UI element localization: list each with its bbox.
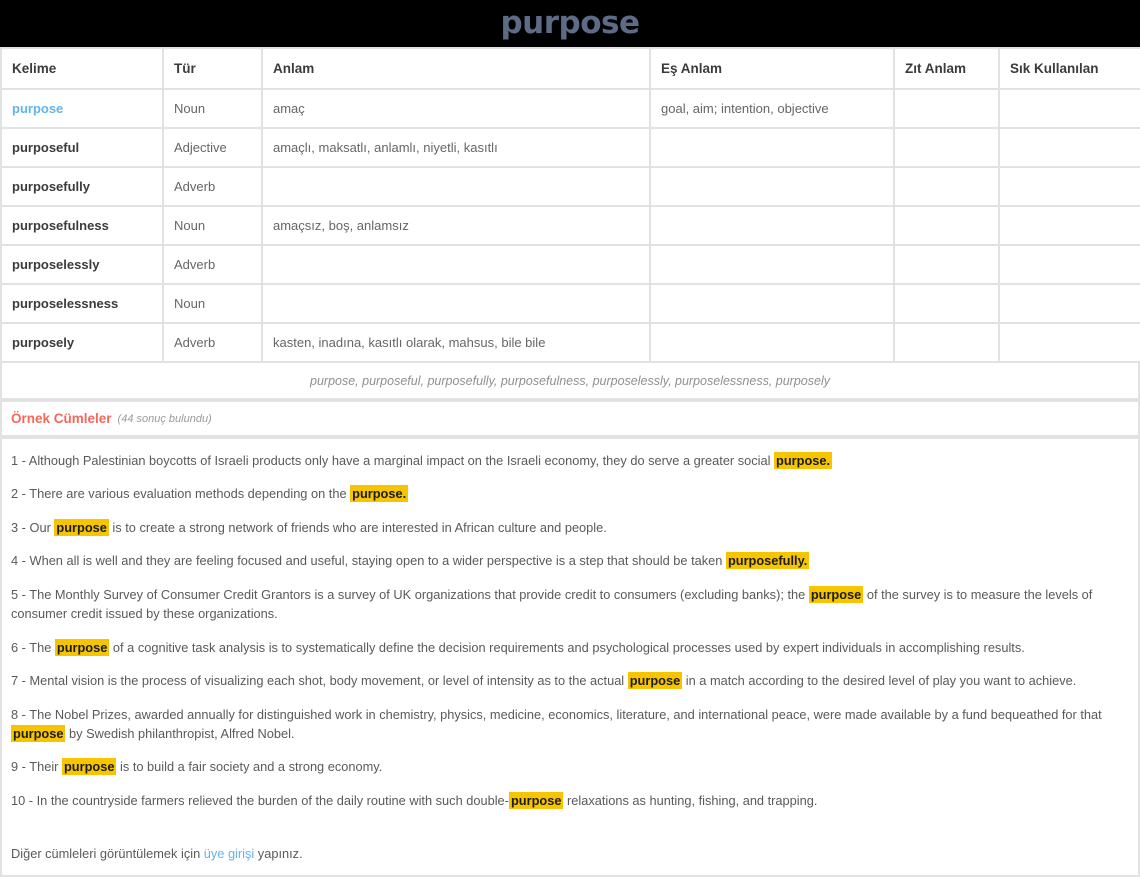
login-prompt-after: yapınız. [254, 846, 303, 862]
sentence-text: When all is well and they are feeling focused and useful, staying open to a wider perspective is a step that should be taken [29, 553, 726, 569]
highlighted-term: purpose [13, 725, 64, 741]
sentence-text: Our [29, 519, 55, 535]
example-sentences-panel [0, 437, 1140, 877]
table-cell-anlam [263, 246, 649, 283]
table-cell-zit-anlam [895, 246, 998, 283]
table-cell-sik-kullanilan [1000, 324, 1140, 361]
highlighted-term: purposefully. [727, 553, 808, 569]
word-family-summary-text: purpose, purposeful, purposefully, purposefulness, purposelessly, purposelessness, purposely [2, 363, 1138, 398]
table-cell-kelime: purposeful [2, 129, 162, 166]
table-cell-sik-kullanilan [1000, 90, 1140, 127]
table-row [2, 129, 1140, 166]
sentence-text: by Swedish philanthropist, Alfred Nobel. [65, 725, 295, 741]
column-header-anlam: Anlam [263, 49, 649, 88]
sentence-number: 8 - [11, 706, 30, 722]
highlighted-term: purpose [629, 673, 681, 689]
sentence-text: relaxations as hunting, fishing, and trapping. [563, 792, 818, 808]
sentence-number: 1 - [11, 453, 29, 468]
highlighted-term: purpose. [776, 453, 831, 468]
table-cell-tur: Noun [164, 285, 261, 322]
word-family-summary [0, 363, 1140, 400]
column-header-tur: Tür [164, 49, 261, 88]
table-cell-es-anlam [651, 324, 893, 361]
sentence-text: In the countryside farmers relieved the burden of the daily routine with such double- [36, 792, 509, 808]
highlighted-term: purpose. [352, 486, 407, 502]
example-sentence [11, 585, 1129, 624]
sentence-text: The Nobel Prizes, awarded annually for distinguished work in chemistry, physics, medicine, economics, literature, and international peace, were made available by a fund bequeathed for that [29, 706, 1102, 722]
table-cell-zit-anlam [895, 129, 998, 166]
examples-title: Örnek Cümleler [11, 411, 112, 426]
example-sentence [11, 791, 1129, 810]
sentence-text: Although Palestinian boycotts of Israeli products only have a marginal impact on the Israeli economy, they do serve a greater social [28, 453, 775, 468]
example-sentence [11, 518, 1129, 537]
table-cell-kelime [2, 90, 162, 127]
table-cell-sik-kullanilan [1000, 285, 1140, 322]
sentence-text: There are various evaluation methods depending on the [29, 486, 351, 502]
sentence-text: The Monthly Survey of Consumer Credit Grantors is a survey of UK organizations that provide credit to consumers (excluding banks); the [29, 586, 809, 602]
examples-header-bar [0, 400, 1140, 437]
table-cell-sik-kullanilan [1000, 246, 1140, 283]
highlighted-term: purpose [63, 759, 115, 775]
table-cell-tur: Noun [164, 90, 261, 127]
table-cell-sik-kullanilan [1000, 207, 1140, 244]
sentence-number: 3 - [11, 519, 30, 535]
table-cell-anlam [263, 285, 649, 322]
table-row [2, 90, 1140, 127]
table-cell-kelime: purposefulness [2, 207, 162, 244]
table-cell-anlam: amaçsız, boş, anlamsız [263, 207, 649, 244]
sentence-text: The [29, 639, 55, 655]
table-cell-zit-anlam [895, 207, 998, 244]
highlighted-term: purpose [56, 519, 107, 535]
example-sentence [11, 705, 1129, 744]
example-sentence [11, 671, 1129, 690]
page-title: purpose [500, 5, 640, 41]
login-prompt-before: Diğer cümleleri görüntülemek için [11, 846, 204, 862]
sentences-list [11, 451, 1129, 810]
table-cell-es-anlam: goal, aim; intention, objective [651, 90, 893, 127]
table-cell-anlam [263, 168, 649, 205]
table-cell-anlam: amaç [263, 90, 649, 127]
highlighted-term: purpose [810, 586, 862, 602]
table-cell-tur: Adverb [164, 324, 261, 361]
column-header-es-anlam: Eş Anlam [651, 49, 893, 88]
member-login-link[interactable]: üye girişi [203, 846, 255, 862]
table-cell-es-anlam [651, 168, 893, 205]
table-cell-tur: Adverb [164, 168, 261, 205]
table-cell-anlam: kasten, inadına, kasıtlı olarak, mahsus, bile bile [263, 324, 649, 361]
example-sentence [11, 484, 1129, 503]
examples-result-count: (44 sonuç bulundu) [117, 412, 212, 425]
table-body [2, 90, 1140, 361]
column-header-sik-kullanilan: Sık Kullanılan [1000, 49, 1140, 88]
sentence-number: 7 - [11, 673, 30, 689]
column-header-kelime: Kelime [2, 49, 162, 88]
table-cell-kelime: purposely [2, 324, 162, 361]
sentence-text: in a match according to the desired level of play you want to achieve. [682, 673, 1077, 689]
example-sentence [11, 638, 1129, 657]
table-row [2, 246, 1140, 283]
table-cell-sik-kullanilan [1000, 168, 1140, 205]
sentence-number: 2 - [11, 486, 30, 502]
word-link[interactable]: purpose [12, 101, 64, 116]
table-cell-kelime: purposelessly [2, 246, 162, 283]
table-cell-es-anlam [651, 285, 893, 322]
table-cell-tur: Adjective [164, 129, 261, 166]
sentence-text: Mental vision is the process of visualizing each shot, body movement, or level of intensity as to the actual [29, 673, 628, 689]
table-cell-kelime: purposefully [2, 168, 162, 205]
example-sentence [11, 757, 1129, 776]
sentence-number: 4 - [11, 553, 30, 569]
table-header-row [2, 49, 1140, 88]
table-row [2, 168, 1140, 205]
table-cell-zit-anlam [895, 324, 998, 361]
table-cell-sik-kullanilan [1000, 129, 1140, 166]
example-sentence [11, 551, 1129, 570]
table-cell-es-anlam [651, 207, 893, 244]
table-cell-tur: Noun [164, 207, 261, 244]
table-cell-zit-anlam [895, 168, 998, 205]
sentence-text: of a cognitive task analysis is to systematically define the decision requirements and psychological processes used by expert individuals in accomplishing results. [109, 639, 1025, 655]
table-row [2, 285, 1140, 322]
highlighted-term: purpose [56, 639, 108, 655]
table-cell-es-anlam [651, 129, 893, 166]
sentence-text: of the survey is to measure the levels of consumer credit issued by these organizations. [11, 586, 1093, 622]
highlighted-term: purpose [510, 792, 562, 808]
sentence-number: 5 - [11, 586, 30, 602]
login-prompt [11, 846, 1129, 861]
table-row [2, 324, 1140, 361]
site-header [0, 0, 1140, 47]
table-cell-kelime: purposelessness [2, 285, 162, 322]
sentence-number: 9 - [11, 759, 30, 775]
sentence-number: 6 - [11, 639, 30, 655]
table-cell-es-anlam [651, 246, 893, 283]
sentence-text: Their [29, 759, 62, 775]
sentence-text: is to create a strong network of friends who are interested in African culture and people. [108, 519, 607, 535]
sentence-number: 10 - [11, 792, 37, 808]
table-cell-zit-anlam [895, 90, 998, 127]
table-cell-anlam: amaçlı, maksatlı, anlamlı, niyetli, kasıtlı [263, 129, 649, 166]
column-header-zit-anlam: Zıt Anlam [895, 49, 998, 88]
word-forms-table [0, 47, 1140, 363]
table-cell-zit-anlam [895, 285, 998, 322]
example-sentence [11, 451, 1129, 470]
table-row [2, 207, 1140, 244]
sentence-text: is to build a fair society and a strong economy. [116, 759, 383, 775]
table-cell-tur: Adverb [164, 246, 261, 283]
